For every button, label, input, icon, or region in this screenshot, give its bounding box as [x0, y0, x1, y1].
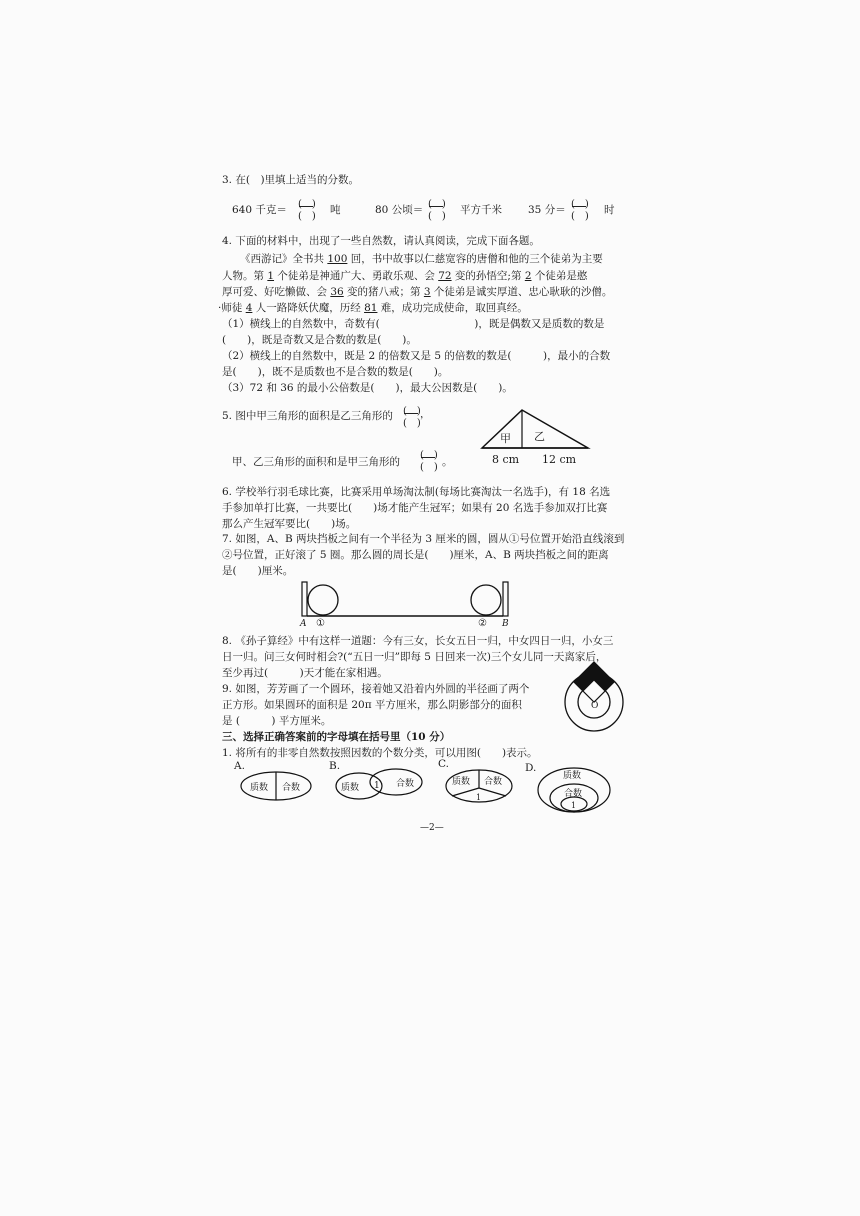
q9-line-3: 是 ( ) 平方厘米。 [222, 715, 332, 727]
q5-line-1: 5. 图中甲三角形的面积是乙三角形的 [222, 410, 393, 422]
section-3-heading: 三、选择正确答案前的字母填在括号里（10 分） [222, 731, 451, 743]
q9-line-1: 9. 如图，芳芳画了一个圆环，接着她又沿着内外圆的半径画了两个 [222, 683, 530, 695]
q4-passage-line-4: ·师徒 4 人一路降妖伏魔，历经 81 难，成功完成使命，取回真经。 [218, 302, 528, 314]
page-number: —2— [420, 823, 444, 833]
q3-fraction-1 [298, 195, 314, 221]
q8-line-2: 日一归。问三女何时相会?(“五日一归”即每 5 日回来一次)三个女儿同一天离家后， [222, 651, 607, 663]
board-a-label: A [300, 619, 307, 629]
fraction-denominator: ( ) [298, 211, 316, 222]
q7-line-1: 7. 如图，A、B 两块挡板之间有一个半径为 3 厘米的圆，圆从①号位置开始沿直线滚到 [222, 533, 625, 545]
position-1-label: ① [316, 618, 325, 629]
option-b-composite: 合数 [396, 779, 415, 789]
q4-sub2-line-2: 是( )，既不是质数也不是合数的数是( )。 [222, 366, 449, 378]
q3-title: 3. 在( )里填上适当的分数。 [222, 174, 360, 186]
q5-comma: ， [420, 408, 431, 420]
q3-item3-unit: 时 [604, 204, 615, 216]
q6-line-2: 手参加单打比赛，一共要比( )场才能产生冠军；如果有 20 名选手参加双打比赛 [222, 502, 608, 514]
q3-item2-unit: 平方千米 [460, 204, 502, 216]
ring-diagram [562, 668, 628, 734]
option-d-label: D. [525, 762, 537, 774]
triangle-right-length: 12 cm [542, 453, 577, 466]
circle-center-label: O [591, 701, 599, 711]
option-d-composite: 合数 [564, 789, 583, 799]
q5-line-2: 甲、乙三角形的面积和是甲三角形的 [232, 456, 400, 468]
option-c-prime: 质数 [452, 777, 471, 787]
fraction-numerator: ( ) [428, 199, 446, 210]
rolling-circle-diagram [298, 580, 520, 629]
option-a-prime: 质数 [250, 783, 269, 793]
option-a-label: A. [234, 760, 245, 772]
option-c-one: 1 [476, 793, 482, 802]
option-c-diagram [444, 768, 516, 808]
option-a-composite: 合数 [282, 783, 301, 793]
q4-sub2-line-1: （2）横线上的自然数中，既是 2 的倍数又是 5 的倍数的数是( )，最小的合数 [222, 350, 611, 362]
triangle-diagram [478, 408, 598, 468]
option-d-one: 1 [571, 801, 577, 810]
fraction-denominator: ( ) [403, 418, 421, 429]
q4-passage-line-3: 厚可爱、好吃懒做、会 36 变的猪八戒；第 3 个徒弟是诚实厚道、忠心耿耿的沙僧。 [222, 286, 613, 298]
q3-item1-unit: 吨 [330, 204, 341, 216]
q8-line-1: 8. 《孙子算经》中有这样一道题：今有三女，长女五日一归，中女四日一归，小女三 [222, 635, 614, 647]
triangle-yi-label: 乙 [534, 430, 545, 443]
q7-line-3: 是( )厘米。 [222, 565, 294, 577]
fraction-denominator: ( ) [420, 462, 438, 473]
fraction-numerator: ( ) [403, 406, 421, 417]
fraction-denominator: ( ) [428, 211, 446, 222]
q3-fraction-2 [428, 195, 444, 221]
q5-period: 。 [442, 456, 453, 468]
option-c-label: C. [438, 758, 449, 770]
option-c-composite: 合数 [484, 777, 503, 787]
q4-passage-line-2: 人物。第 1 个徒弟是神通广大、勇敢乐观、会 72 变的孙悟空;第 2 个徒弟是憨 [222, 270, 588, 282]
q3-item3-left: 35 分＝ [528, 204, 566, 216]
q3-item2-left: 80 公顷＝ [375, 204, 424, 216]
board-b-label: B [502, 619, 509, 629]
position-2-label: ② [478, 618, 487, 629]
q4-sub1-line-1: （1）横线上的自然数中，奇数有( )，既是偶数又是质数的数是 [222, 318, 605, 330]
q9-line-2: 正方形。如果圆环的面积是 20π 平方厘米，那么阴影部分的面积 [222, 699, 522, 711]
section-3-q1: 1. 将所有的非零自然数按照因数的个数分类，可以用图( )表示。 [222, 747, 538, 759]
fraction-numerator: ( ) [420, 450, 438, 461]
q8-line-3: 至少再过( )天才能在家相遇。 [222, 667, 388, 679]
option-b-label: B. [329, 760, 341, 772]
q5-fraction-2 [420, 446, 436, 472]
option-a-diagram [238, 770, 316, 804]
q6-line-3: 那么产生冠军要比( )场。 [222, 518, 357, 530]
triangle-left-length: 8 cm [492, 453, 520, 466]
option-b-prime: 质数 [341, 783, 360, 793]
q4-passage-line-1: 《西游记》全书共 100 回，书中故事以仁慈宽容的唐僧和他的三个徒弟为主要 [240, 253, 603, 265]
fraction-numerator: ( ) [298, 199, 316, 210]
option-d-diagram [536, 760, 616, 814]
q6-line-1: 6. 学校举行羽毛球比赛，比赛采用单场淘汰制(每场比赛淘汰一名选手)，有 18 名选 [222, 486, 611, 498]
q7-line-2: ②号位置，正好滚了 5 圈。那么圆的周长是( )厘米，A、B 两块挡板之间的距离 [222, 549, 609, 561]
q4-title: 4. 下面的材料中，出现了一些自然数，请认真阅读，完成下面各题。 [222, 235, 540, 247]
fraction-numerator: ( ) [571, 199, 589, 210]
q4-sub1-line-2: ( )，既是奇数又是合数的数是( )。 [222, 334, 417, 346]
triangle-jia-label: 甲 [500, 432, 511, 445]
fraction-denominator: ( ) [571, 211, 589, 222]
option-d-prime: 质数 [563, 771, 582, 781]
q5-fraction-1 [403, 402, 419, 428]
q3-item1-left: 640 千克＝ [232, 204, 287, 216]
q3-fraction-3 [571, 195, 587, 221]
option-b-one: 1 [374, 781, 380, 791]
option-b-diagram [334, 766, 426, 802]
q4-sub3: （3）72 和 36 的最小公倍数是( )，最大公因数是( )。 [222, 382, 513, 394]
